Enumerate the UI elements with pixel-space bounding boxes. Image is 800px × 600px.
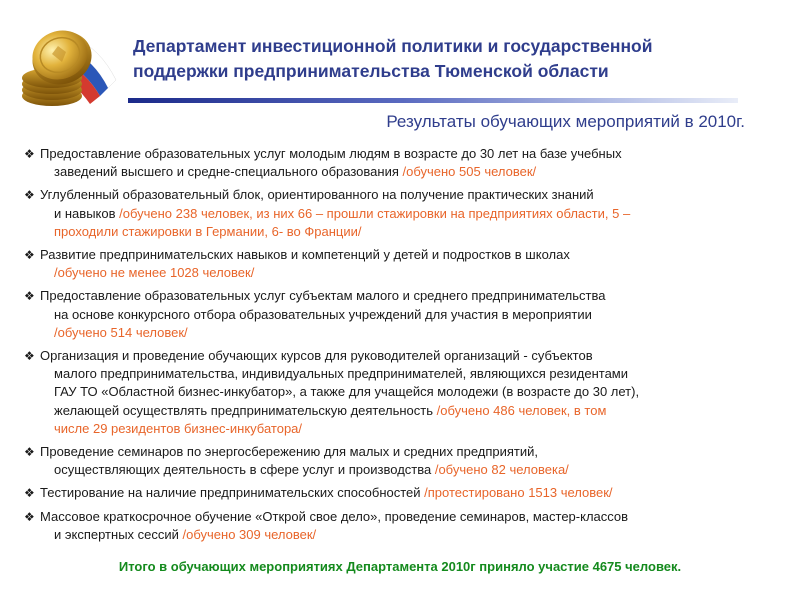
diamond-bullet-icon: ❖ [24,509,35,524]
item-text: Массовое краткосрочное обучение «Открой свое дело», проведение семинаров, мастер-классов [40,508,629,524]
item-text-part: и навыков [54,205,120,221]
item-text [40,402,764,420]
item-text-part: Тестирование на наличие предпринимательских способностей [40,485,425,501]
item-text: Развитие предпринимательских навыков и компетенций у детей и подростков в школах [40,247,570,263]
item-text: Углубленный образовательный блок, ориентированного на получение практических знаний [40,187,594,203]
item-text [40,163,764,181]
diamond-bullet-icon: ❖ [24,147,35,161]
coins-flag-logo-icon [12,18,124,118]
item-count: /обучено 505 человек/ [402,164,537,180]
diamond-bullet-icon: ❖ [24,349,35,364]
list-item [24,443,764,479]
list-item [24,186,764,241]
item-count: /обучено не менее 1028 человек/ [54,265,255,281]
item-text [40,461,764,479]
item-text-part: заведений высшего и средне-специального образования [54,164,403,180]
page-subtitle: Результаты обучающих мероприятий в 2010г. [386,112,745,131]
diamond-bullet-icon: ❖ [24,248,35,263]
item-text: Проведение семинаров по энергосбережению для малых и средних предприятий, [40,444,539,460]
header-title [133,34,773,84]
item-text: малого предпринимательства, индивидуальных предпринимателей, являющихся резидентами [54,366,629,382]
item-count: числе 29 резидентов бизнес-инкубатора/ [54,420,303,436]
header-title-line2: поддержки предпринимательства Тюменской области [133,61,609,81]
item-text-part: и экспертных сессий [54,526,183,542]
list-item [24,145,764,181]
list-item [24,484,764,502]
list-item [24,508,764,544]
item-text: ГАУ ТО «Областной бизнес-инкубатор», а также для учащейся молодежи (в возрасте до 30 лет), [54,384,640,400]
header-title-line1: Департамент инвестиционной политики и государственной [133,36,653,56]
item-count: /обучено 514 человек/ [54,324,188,340]
results-list [24,145,764,549]
item-count: /обучено 238 человек, из них 66 – прошли стажировки на предприятиях области, 5 – [119,205,631,221]
item-text: на основе конкурсного отбора образовательных учреждений для участия в мероприятии [54,306,592,322]
diamond-bullet-icon: ❖ [24,445,35,460]
item-text: Предоставление образовательных услуг субъектам малого и среднего предпринимательства [40,288,606,304]
item-text-part: осуществляющих деятельность в сфере услуг и производства [54,462,435,478]
item-text: Предоставление образовательных услуг молодым людям в возрасте до 30 лет на базе учебных [40,146,622,161]
diamond-bullet-icon: ❖ [24,188,35,203]
summary-total: Итого в обучающих мероприятиях Департамента 2010г приняло участие 4675 человек. [118,559,682,574]
item-text [40,526,764,544]
item-count: /обучено 486 человек, в том [436,402,607,418]
list-item [24,287,764,342]
list-item [24,347,764,438]
item-count: /протестировано 1513 человек/ [424,485,613,501]
item-text: Организация и проведение обучающих курсов для руководителей организаций - субъектов [40,348,593,364]
item-count: /обучено 309 человек/ [182,526,317,542]
item-text [40,205,764,223]
header-divider [128,98,738,103]
diamond-bullet-icon: ❖ [24,486,35,501]
item-count: /обучено 82 человека/ [434,462,569,478]
item-text-part: желающей осуществлять предпринимательскую деятельность [54,402,437,418]
diamond-bullet-icon: ❖ [24,289,35,304]
list-item [24,246,764,282]
item-count: проходили стажировки в Германии, 6- во Франции/ [54,223,362,239]
item-text [40,484,764,502]
